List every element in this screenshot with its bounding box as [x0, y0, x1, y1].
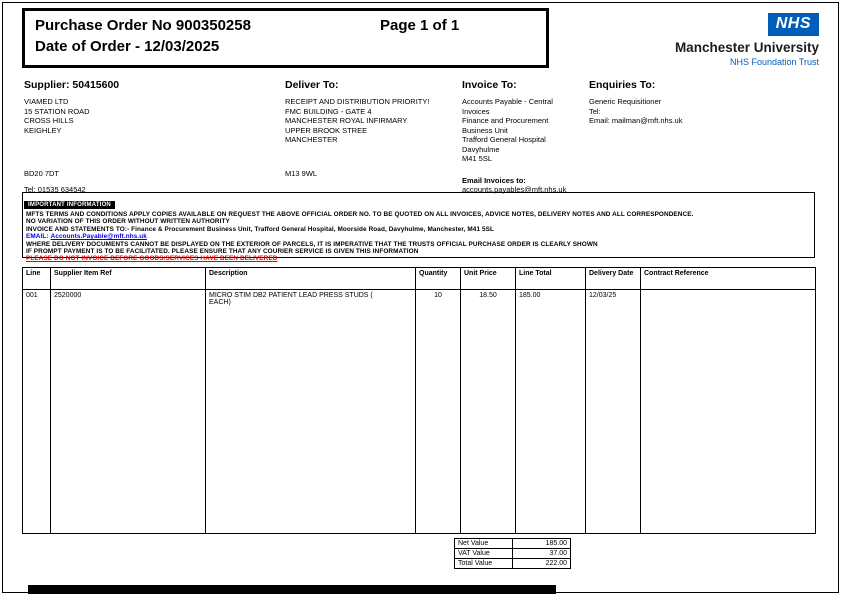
enquiries-phone: Tel: — [589, 106, 601, 116]
page-indicator: Page 1 of 1 — [380, 17, 460, 34]
total-value: 222.00 — [513, 559, 571, 569]
supplier-title: Supplier: 50415600 — [24, 79, 120, 91]
footer-bar — [28, 585, 556, 594]
deliver-postcode: M13 9WL — [285, 168, 318, 178]
col-header-line: Line — [23, 268, 51, 290]
important-information-header: IMPORTANT INFORMATION — [24, 201, 115, 209]
enquiries-to-title: Enquiries To: — [589, 79, 656, 91]
vat-value: 37.00 — [513, 549, 571, 559]
col-header-contract-reference: Contract Reference — [641, 268, 816, 290]
invoice-email-label: Email Invoices to: — [462, 175, 526, 185]
address-line: Business Unit — [462, 125, 508, 135]
col-header-line-total: Line Total — [516, 268, 586, 290]
cell-supplier-item-ref: 2520000 — [51, 290, 206, 534]
address-line: CROSS HILLS — [24, 116, 74, 125]
description-text: MICRO STIM DB2 PATIENT LEAD PRESS STUDS ( EACH) — [209, 292, 373, 306]
cell-line-total: 185.00 — [516, 290, 586, 534]
address-line: MANCHESTER ROYAL INFIRMARY — [285, 116, 408, 125]
vat-value-label: VAT Value — [455, 549, 513, 559]
do-not-invoice-warning: PLEASE DO NOT INVOICE BEFORE GOODS/SERVICES HAVE BEEN DELIVERED — [26, 255, 278, 263]
table-row — [23, 290, 816, 534]
invoice-to-title: Invoice To: — [462, 79, 517, 91]
po-header-box — [22, 8, 549, 68]
address-line: RECEIPT AND DISTRIBUTION PRIORITY! — [285, 97, 430, 106]
order-date: Date of Order - 12/03/2025 — [35, 38, 220, 55]
address-line: Finance and Procurement — [462, 116, 549, 125]
col-header-supplier-item-ref: Supplier Item Ref — [51, 268, 206, 290]
enquiries-name: Generic Requisitioner — [589, 97, 662, 106]
terms-line: INVOICE AND STATEMENTS TO:- Finance & Procurement Business Unit, Trafford General Hospital, Moorside Road, Davyhulme, Manchester, M41 5SL — [26, 225, 494, 233]
deliver-to-block — [285, 79, 457, 178]
terms-email-label: EMAIL: — [26, 233, 49, 241]
total-value-label: Total Value — [455, 559, 513, 569]
address-line: Trafford General Hospital — [462, 135, 546, 144]
cell-quantity: 10 — [416, 290, 461, 534]
col-header-description: Description — [206, 268, 416, 290]
address-line: Davyhulme — [462, 144, 500, 154]
totals-table — [454, 538, 571, 569]
accounts-payable-email-link[interactable]: Accounts.Payable@mft.nhs.uk — [50, 233, 147, 241]
net-value-label: Net Value — [455, 539, 513, 549]
table-header-row — [23, 268, 816, 290]
address-line: MANCHESTER — [285, 135, 338, 144]
cell-contract-reference — [641, 290, 816, 534]
line-items-table — [22, 267, 816, 534]
trust-subtitle: NHS Foundation Trust — [729, 57, 819, 67]
trust-name: Manchester University — [674, 40, 819, 55]
cell-unit-price: 18.50 — [461, 290, 516, 534]
terms-line: WHERE DELIVERY DOCUMENTS CANNOT BE DISPLAYED ON THE EXTERIOR OF PARCELS, IT IS IMPERATIVE THAT THE TRUSTS OFFICIAL PURCHASE ORDER IS CLEARLY SHOWN — [26, 240, 598, 248]
po-number: Purchase Order No 900350258 — [35, 17, 251, 34]
net-value: 185.00 — [513, 539, 571, 549]
invoice-email: accounts.payables@mft.nhs.uk — [462, 184, 567, 194]
cell-line: 001 — [23, 290, 51, 534]
supplier-phone: Tel: 01535 634542 — [24, 184, 86, 194]
supplier-address-block — [24, 79, 264, 194]
address-line: M41 5SL — [462, 154, 493, 163]
address-line: KEIGHLEY — [24, 125, 62, 135]
cell-description — [206, 290, 416, 534]
terms-line: NO VARIATION OF THIS ORDER WITHOUT WRITTEN AUTHORITY — [26, 218, 230, 226]
address-line: Accounts Payable - Central — [462, 97, 553, 106]
nhs-trust-brand — [675, 13, 819, 67]
nhs-logo: NHS — [768, 13, 819, 36]
col-header-quantity: Quantity — [416, 268, 461, 290]
address-line: UPPER BROOK STREE — [285, 125, 368, 135]
invoice-to-block — [462, 79, 584, 194]
cell-delivery-date: 12/03/25 — [586, 290, 641, 534]
address-line: Invoices — [462, 106, 490, 116]
important-information-box — [22, 192, 815, 263]
address-line: FMC BUILDING - GATE 4 — [285, 106, 372, 116]
supplier-postcode: BD20 7DT — [24, 169, 60, 178]
address-line: 15 STATION ROAD — [24, 106, 90, 116]
terms-line: MFTS TERMS AND CONDITIONS APPLY COPIES AVAILABLE ON REQUEST THE ABOVE OFFICIAL ORDER NO. TO BE QUOTED ON ALL INVOICES, ADVICE NOTES, DELIVERY NOTES AND ALL CORRESPONDENCE. — [26, 211, 694, 218]
vat-value-row — [455, 549, 571, 559]
address-line: VIAMED LTD — [24, 97, 69, 106]
enquiries-to-block — [589, 79, 764, 126]
col-header-delivery-date: Delivery Date — [586, 268, 641, 290]
total-value-row — [455, 559, 571, 569]
deliver-to-title: Deliver To: — [285, 79, 339, 91]
net-value-row — [455, 539, 571, 549]
enquiries-email: Email: mailman@mft.nhs.uk — [589, 116, 683, 125]
col-header-unit-price: Unit Price — [461, 268, 516, 290]
terms-line: IF PROMPT PAYMENT IS TO BE FACILITATED. PLEASE ENSURE THAT ANY COURIER SERVICE IS GIVEN THIS INFORMATION — [26, 248, 419, 256]
terms-email-line — [23, 233, 814, 240]
